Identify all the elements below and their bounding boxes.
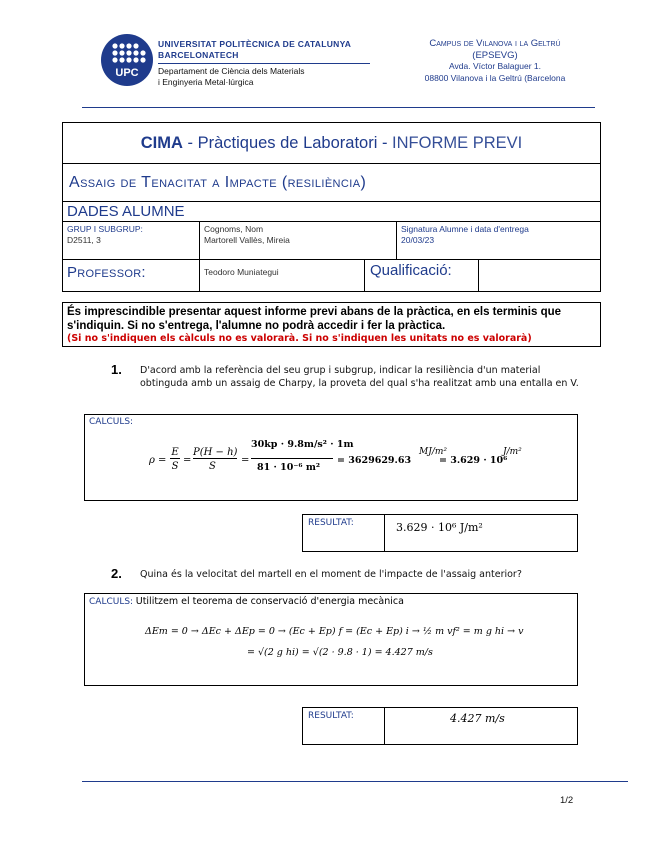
signature-cell [397,222,600,259]
q1-eq-mid: = 3629629.63 [337,455,412,466]
warning-text: És imprescindible presentar aquest informe previ abans de la pràctica, en els terminis que s'indiquin. Si no s'entrega, l'alumne no podrà accedir i fer la pràctica. [67,306,562,332]
q2-calc-label: CALCULS: [89,597,134,607]
department-line1: Departament de Ciència dels Materials [158,66,305,76]
warning-red-text: (Si no s'indiquen els càlculs no es valorarà. Si no s'indiquen les unitats no es valorarà) [67,333,532,344]
q1-eq-unit2: J/m² [503,447,522,457]
q2-result-box [302,707,578,745]
signature-date: 20/03/23 [401,235,435,245]
title-separator: - [182,134,198,152]
q1-calc-label: CALCULS: [89,417,134,427]
q1-text: D'acord amb la referència del seu grup i subgrup, indicar la resiliència d'un material obtinguda amb un assaig de Charpy, la proveta del qual s'ha realitzat amb una entalla en V. [140,365,579,389]
professor-value-cell [200,260,365,292]
group-label: GRUP I SUBGRUP: [67,224,143,234]
logo-text: UPC [115,67,139,79]
group-value: D2511, 3 [67,235,101,245]
signature-label: Signatura Alumne i data d'entrega [401,224,529,234]
grade-label: Qualificació: [370,262,452,279]
campus-block [395,38,595,84]
header-rule [82,107,595,108]
form-title [63,123,600,164]
title-practiques: Pràctiques de Laboratori - [197,134,393,152]
professor-label-cell [63,260,200,292]
q2-eq-line2: = √(2 g hi) = √(2 · 9.8 · 1) = 4.427 m/s [247,647,433,658]
professor-value: Teodoro Muniategui [204,267,279,277]
info-table [62,122,601,292]
q1-eq-unit1: MJ/m² [419,447,447,457]
q1-result-box [302,514,578,552]
grade-label-cell [365,260,479,292]
campus-school: (EPSEVG) [472,49,518,61]
q1-eq-denominator: 81 · 10⁻⁶ m² [257,462,321,473]
title-cima: CIMA [140,134,183,152]
q1-equation: ρ = E S = P(H − h) S = 30kp · 9.8m/s² · 1m 81 · 10⁻⁶ m² = 3629629.63 MJ/m² = 3.629 · 10⁶ J/m² [149,439,522,473]
q1-calc-box [84,414,578,501]
professor-label: Professor: [67,264,146,281]
grade-value-cell [479,260,600,292]
q1-number: 1. [111,362,122,377]
q2-eq-line1: ΔEm = 0 → ΔEc + ΔEp = 0 → (Ec + Ep) f = (Ec + Ep) i → ½ m vf² = m g hi → v [145,626,524,637]
university-name: UNIVERSITAT POLITÈCNICA DE CATALUNYA [158,39,352,49]
names-label: Cognoms, Nom [204,224,264,234]
title-informe: INFORME PREVI [392,134,523,152]
group-cell [63,222,200,259]
professor-row [63,260,600,292]
q1-eq-numerator: 30kp · 9.8m/s² · 1m [251,439,354,450]
header-divider [158,63,370,64]
warning-box [62,302,601,347]
student-data-heading: DADES ALUMNE [63,202,600,222]
department-line2: i Enginyeria Metal·lúrgica [158,77,254,87]
campus-address: Avda. Víctor Balaguer 1. [449,61,541,71]
q2-result-value: 4.427 m/s [450,712,505,725]
names-cell [200,222,397,259]
upc-logo [101,34,153,86]
campus-city: 08800 Vilanova i la Geltrú (Barcelona [424,72,566,83]
q1-eq-end: = 3.629 · 10⁶ [439,455,508,466]
assay-title: Assaig de Tenacitat a Impacte (resiliència) [63,164,600,202]
q2-number: 2. [111,566,122,581]
q2-calc-box [84,593,578,686]
student-data-row [63,222,600,260]
q2-calc-intro: Utilitzem el teorema de conservació d'energia mecànica [135,596,404,607]
q1-result-label: RESULTAT: [308,518,354,528]
names-value: Martorell Vallès, Mireia [204,235,290,245]
campus-name: Campus de Vilanova i la Geltrú [429,38,561,49]
footer-rule [82,781,628,782]
q2-result-label: RESULTAT: [308,711,354,721]
page-number: 1/2 [560,795,574,806]
q1-result-value: 3.629 · 10⁶ J/m² [396,521,483,534]
q2-text: Quina és la velocitat del martell en el moment de l'impacte de l'assaig anterior? [140,569,522,580]
university-subtitle: BARCELONATECH [158,50,239,60]
